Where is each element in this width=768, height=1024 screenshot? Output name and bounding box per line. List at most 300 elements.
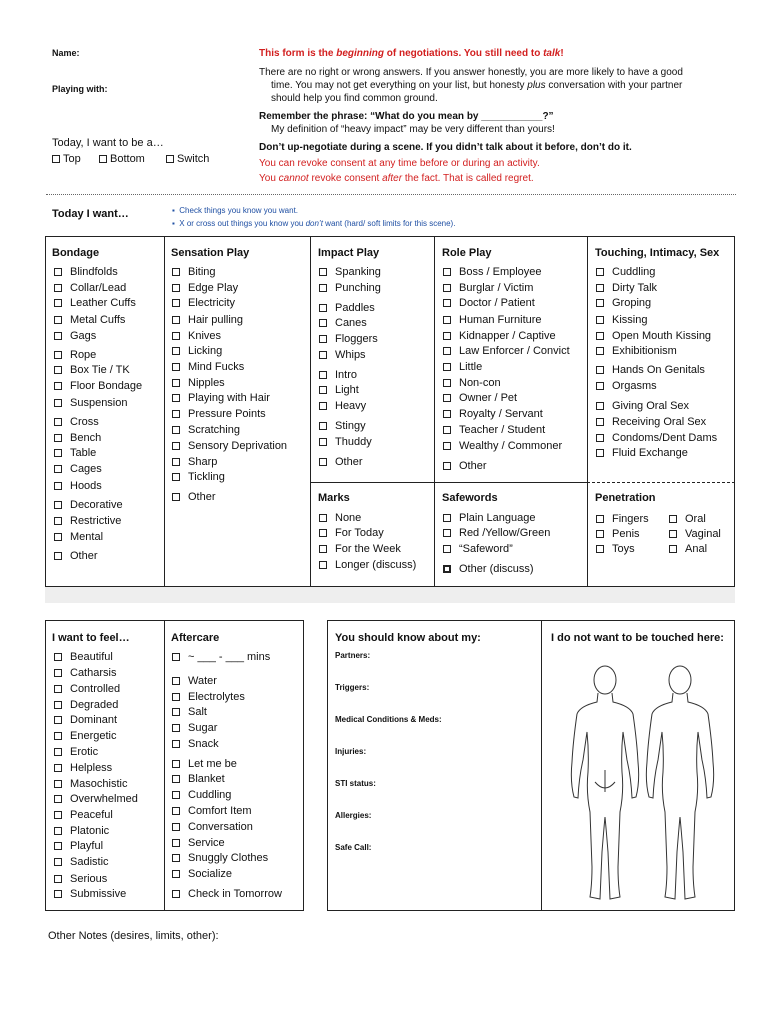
sensation-option[interactable] [172,424,240,436]
checkbox[interactable] [172,426,180,434]
option-label: Red /Yellow/Green [459,527,551,539]
option-label: Sharp [188,456,218,468]
touched-title: I do not want to be touched here: [551,632,724,644]
option-label: “Safeword” [459,543,513,555]
option-label: Masochistic [70,778,128,790]
role-bottom-option[interactable]: Bottom [99,153,145,165]
checkbox[interactable] [166,155,174,163]
role-option[interactable] [443,282,533,294]
role-option[interactable] [443,297,535,309]
checkbox[interactable] [443,394,451,402]
option-label: Toys [612,543,635,555]
checkbox[interactable] [54,465,62,473]
checkbox[interactable] [99,155,107,163]
checkbox[interactable] [596,402,604,410]
option-label: Wealthy / Commoner [459,440,563,452]
touching-option[interactable] [596,447,688,459]
option-label: Penis [612,528,640,540]
checkbox[interactable] [319,319,327,327]
sensation-option[interactable] [172,361,244,373]
checkbox[interactable] [443,299,451,307]
divider [164,236,165,587]
option-label: Floor Bondage [70,380,143,392]
option-label: Comfort Item [188,805,252,817]
option-label: Blindfolds [70,266,118,278]
checkbox[interactable] [443,363,451,371]
bondage-option[interactable] [54,349,96,361]
touching-option[interactable] [596,314,647,326]
impact-option[interactable] [319,456,363,468]
option-label: Rope [70,349,97,361]
option-label: Salt [188,706,207,718]
checkbox[interactable] [596,545,604,553]
impact-option[interactable] [319,400,366,412]
impact-option[interactable] [319,266,381,278]
checkbox[interactable] [319,304,327,312]
checkbox[interactable] [54,449,62,457]
option-label: Hands On Genitals [612,364,705,376]
role-option[interactable] [443,361,482,373]
option-label: Fingers [612,513,649,525]
option-label: Peaceful [70,809,113,821]
checkbox[interactable] [54,382,62,390]
checkbox[interactable] [443,426,451,434]
checkbox[interactable] [596,299,604,307]
option-label: Metal Cuffs [70,314,126,326]
impact-option[interactable] [319,302,375,314]
checkbox[interactable] [172,493,180,501]
checkbox[interactable] [319,284,327,292]
option-label: Cuddling [612,266,656,278]
checkbox[interactable] [54,434,62,442]
checkbox[interactable] [596,366,604,374]
role-option[interactable] [443,440,562,452]
checkbox[interactable] [319,371,327,379]
option-label: Scratching [188,424,240,436]
bondage-option[interactable] [54,550,98,562]
sensation-option[interactable] [172,456,217,468]
touching-option[interactable] [596,330,711,342]
bondage-option[interactable] [54,531,103,543]
option-label: Knives [188,330,222,342]
option-label: Snuggly Clothes [188,852,269,864]
penetration-option[interactable] [596,528,640,540]
checkbox[interactable] [669,545,677,553]
checkbox[interactable] [443,268,451,276]
sensation-option[interactable] [172,330,221,342]
option-label: Dominant [70,714,118,726]
option-label: Vaginal [685,528,721,540]
option-label: Royalty / Servant [459,408,543,420]
sensation-option[interactable] [172,408,266,420]
checkbox[interactable] [319,514,327,522]
checkbox[interactable] [54,366,62,374]
impact-option[interactable] [319,384,359,396]
front-figure-head [669,666,691,694]
checkbox[interactable] [172,284,180,292]
option-label: Human Furniture [459,314,542,326]
bondage-option[interactable] [54,380,142,392]
option-label: Bench [70,432,102,444]
today-role-label: Today, I want to be a… [52,137,164,149]
checkbox[interactable] [596,449,604,457]
role-option[interactable] [443,460,487,472]
option-label: Serious [70,873,108,885]
bondage-option[interactable] [54,297,136,309]
option-label: Edge Play [188,282,239,294]
role-option[interactable] [443,424,545,436]
option-label: Socialize [188,868,233,880]
checkbox[interactable] [54,351,62,359]
touching-option[interactable] [596,297,651,309]
option-label: Teacher / Student [459,424,546,436]
bondage-option[interactable] [54,282,126,294]
checkbox[interactable] [596,434,604,442]
checkbox[interactable] [443,442,451,450]
safewords-title: Safewords [442,492,498,504]
checkbox[interactable] [319,386,327,394]
intro-paragraph: This form is the beginning of negotiations. You still need to talk! [259,48,564,59]
option-label: Catharsis [70,667,117,679]
bondage-option[interactable] [54,397,128,409]
option-label: Condoms/Dent Dams [612,432,718,444]
feel-title: I want to feel… [52,632,130,644]
option-label: Restrictive [70,515,122,527]
touching-option[interactable] [596,416,706,428]
playing-with-label: Playing with: [52,84,108,94]
marks-option[interactable] [319,527,384,539]
divider [587,482,735,483]
role-play-title: Role Play [442,247,492,259]
checkbox[interactable] [319,438,327,446]
divider [310,482,587,483]
bondage-option[interactable] [54,463,102,475]
bondage-option[interactable] [54,480,102,492]
sensation-option[interactable] [172,491,216,503]
impact-option[interactable] [319,349,366,361]
know-field-label: Safe Call: [335,843,372,852]
option-label: ~ ___ - ___ mins [188,651,271,663]
impact-option[interactable] [319,436,372,448]
option-label: Let me be [188,758,237,770]
sensation-option[interactable] [172,282,238,294]
sensation-option[interactable] [172,440,287,452]
know-field-label: Triggers: [335,683,370,692]
checkbox[interactable] [443,545,451,553]
checkbox[interactable] [54,533,62,541]
option-label: Suspension [70,397,128,409]
touching-option[interactable] [596,400,689,412]
option-label: Controlled [70,683,121,695]
option-label: Conversation [188,821,253,833]
option-label: Light [335,384,359,396]
option-label: Receiving Oral Sex [612,416,707,428]
role-option[interactable] [443,266,542,278]
impact-option[interactable] [319,420,366,432]
spacer-band [45,587,735,603]
option-label: Other (discuss) [459,563,534,575]
option-label: Burglar / Victim [459,282,534,294]
checkbox[interactable] [54,268,62,276]
divider [164,620,165,911]
marks-option[interactable] [319,512,361,524]
bondage-option[interactable] [54,515,121,527]
marks-option[interactable] [319,543,401,555]
sensation-option[interactable] [172,314,243,326]
checkbox[interactable] [443,514,451,522]
marks-title: Marks [318,492,350,504]
option-label: Longer (discuss) [335,559,417,571]
checkbox[interactable] [319,422,327,430]
option-label: Cuddling [188,789,232,801]
option-label: Kissing [612,314,648,326]
divider [434,236,435,587]
checkbox[interactable] [596,382,604,390]
penetration-option[interactable] [669,528,721,540]
body-outline-diagram[interactable] [560,652,730,907]
sensation-option[interactable] [172,297,235,309]
bondage-option[interactable] [54,447,96,459]
option-label: Spanking [335,266,381,278]
bondage-option[interactable] [54,330,96,342]
checkbox[interactable] [596,530,604,538]
checkbox[interactable] [443,410,451,418]
know-field-label: Injuries: [335,747,367,756]
checkbox[interactable] [443,316,451,324]
checkbox[interactable] [319,402,327,410]
safewords-option[interactable] [443,527,550,539]
checkbox[interactable] [443,529,451,537]
phrase-paragraph: Remember the phrase: “What do you mean by ___________?” [259,111,554,122]
checkbox[interactable] [669,515,677,523]
option-label: Groping [612,297,652,309]
checkbox[interactable] [319,458,327,466]
penetration-option[interactable] [669,543,707,555]
checkbox[interactable] [172,458,180,466]
checkbox[interactable] [54,418,62,426]
checkbox[interactable] [319,545,327,553]
sensation-title: Sensation Play [171,247,250,259]
option-label: Sadistic [70,856,109,868]
checkbox[interactable] [443,347,451,355]
role-option[interactable] [443,345,570,357]
checkbox[interactable] [54,284,62,292]
option-label: Whips [335,349,366,361]
checkbox[interactable] [172,332,180,340]
option-label: Electricity [188,297,236,309]
front-figure-body [646,693,713,899]
upnegotiate-paragraph: Don’t up-negotiate during a scene. If you didn’t talk about it before, don’t do it. [259,142,632,153]
option-label: Fluid Exchange [612,447,688,459]
safewords-option[interactable] [443,563,534,575]
checkbox[interactable] [54,517,62,525]
option-label: Table [70,447,97,459]
option-label: Nipples [188,377,225,389]
checkbox[interactable] [443,462,451,470]
checkbox[interactable] [54,399,62,407]
checkbox[interactable] [443,379,451,387]
option-label: Anal [685,543,708,555]
know-field-label: Allergies: [335,811,372,820]
option-label: Helpless [70,762,113,774]
role-option[interactable] [443,392,517,404]
option-label: Gags [70,330,97,342]
role-option[interactable] [443,314,542,326]
sensation-option[interactable] [172,345,222,357]
touching-option[interactable] [596,380,657,392]
checkbox[interactable] [54,482,62,490]
impact-option[interactable] [319,317,367,329]
checkbox[interactable] [54,299,62,307]
option-label: Playing with Hair [188,392,270,404]
bondage-option[interactable] [54,499,123,511]
divider [310,236,311,587]
checkbox[interactable] [319,529,327,537]
back-figure-head [594,666,616,694]
option-label: Other [459,460,487,472]
checkbox[interactable] [596,268,604,276]
touching-option[interactable] [596,266,655,278]
revoke-paragraph: You can revoke consent at any time before or during an activity. [259,158,540,169]
impact-option[interactable] [319,369,357,381]
checkbox[interactable] [54,552,62,560]
option-label: Thuddy [335,436,372,448]
role-option[interactable] [443,408,543,420]
option-label: Licking [188,345,223,357]
checkbox[interactable] [54,501,62,509]
impact-option[interactable] [319,333,378,345]
penetration-option[interactable] [669,513,706,525]
divider [46,194,736,195]
divider [587,236,588,587]
checkbox[interactable] [172,268,180,276]
penetration-option[interactable] [596,543,635,555]
option-label: Energetic [70,730,117,742]
checkbox[interactable] [443,284,451,292]
safewords-option[interactable] [443,543,513,555]
option-label: Kidnapper / Captive [459,330,556,342]
sensation-option[interactable] [172,392,270,404]
option-label: Orgasms [612,380,657,392]
option-label: Floggers [335,333,378,345]
option-label: Playful [70,840,104,852]
bondage-title: Bondage [52,247,100,259]
option-label: Service [188,837,225,849]
option-label: Blanket [188,773,225,785]
checkbox[interactable] [596,332,604,340]
role-option[interactable] [443,330,556,342]
option-label: Mental [70,531,104,543]
option-label: Biting [188,266,216,278]
role-top-option[interactable]: Top [52,153,81,165]
checkbox[interactable] [172,379,180,387]
option-label: Owner / Pet [459,392,518,404]
know-title: You should know about my: [335,632,481,644]
checkbox[interactable] [172,363,180,371]
option-label: Other [335,456,363,468]
honesty-paragraph-3: should help you find common ground. [271,93,438,104]
checkbox[interactable] [319,351,327,359]
option-label: Cages [70,463,102,475]
checkbox[interactable] [172,394,180,402]
penetration-title: Penetration [595,492,656,504]
checkbox[interactable] [596,316,604,324]
penetration-option[interactable] [596,513,649,525]
checkbox[interactable] [172,316,180,324]
checkbox[interactable] [319,268,327,276]
touching-option[interactable] [596,432,717,444]
option-label: Leather Cuffs [70,297,136,309]
checkbox[interactable] [52,155,60,163]
checkbox[interactable] [596,515,604,523]
option-label: Other [70,550,98,562]
checkbox[interactable] [54,316,62,324]
touching-option[interactable] [596,345,677,357]
bondage-option[interactable] [54,314,125,326]
impact-option[interactable] [319,282,381,294]
marks-option[interactable] [319,559,416,571]
option-label: Sugar [188,722,218,734]
role-switch-option[interactable]: Switch [166,153,209,165]
checkbox[interactable] [443,565,451,573]
option-label: Box Tie / TK [70,364,130,376]
sensation-option[interactable] [172,471,225,483]
touching-option[interactable] [596,364,705,376]
checkbox[interactable] [669,530,677,538]
touching-option[interactable] [596,282,657,294]
checkbox[interactable] [319,335,327,343]
today-want-label: Today I want… [52,208,129,220]
checkbox[interactable] [596,418,604,426]
option-label: Electrolytes [188,691,245,703]
bondage-option[interactable] [54,416,99,428]
bondage-option[interactable] [54,266,118,278]
checkbox[interactable] [596,284,604,292]
checkbox[interactable] [172,299,180,307]
checkbox[interactable] [172,347,180,355]
checkbox[interactable] [172,473,180,481]
option-label: Paddles [335,302,375,314]
checkbox[interactable] [596,347,604,355]
checkbox[interactable] [443,332,451,340]
safewords-option[interactable] [443,512,535,524]
option-label: None [335,512,362,524]
option-label: Snack [188,738,219,750]
know-field-label: STI status: [335,779,376,788]
aftercare-title: Aftercare [171,632,220,644]
option-label: Boss / Employee [459,266,542,278]
role-option[interactable] [443,377,501,389]
bondage-option[interactable] [54,432,101,444]
option-label: Hoods [70,480,102,492]
checkbox[interactable] [319,561,327,569]
option-label: Mind Fucks [188,361,245,373]
option-label: Submissive [70,888,127,900]
option-label: Non-con [459,377,501,389]
option-label: Intro [335,369,358,381]
touching-title: Touching, Intimacy, Sex [595,247,720,259]
checkbox[interactable] [172,442,180,450]
option-label: Little [459,361,483,373]
checkbox[interactable] [172,410,180,418]
sensation-option[interactable] [172,266,216,278]
option-label: Sensory Deprivation [188,440,288,452]
sensation-option[interactable] [172,377,225,389]
know-field-label: Partners: [335,651,371,660]
checkbox[interactable] [54,332,62,340]
bondage-option[interactable] [54,364,130,376]
know-field-label: Medical Conditions & Meds: [335,715,442,724]
